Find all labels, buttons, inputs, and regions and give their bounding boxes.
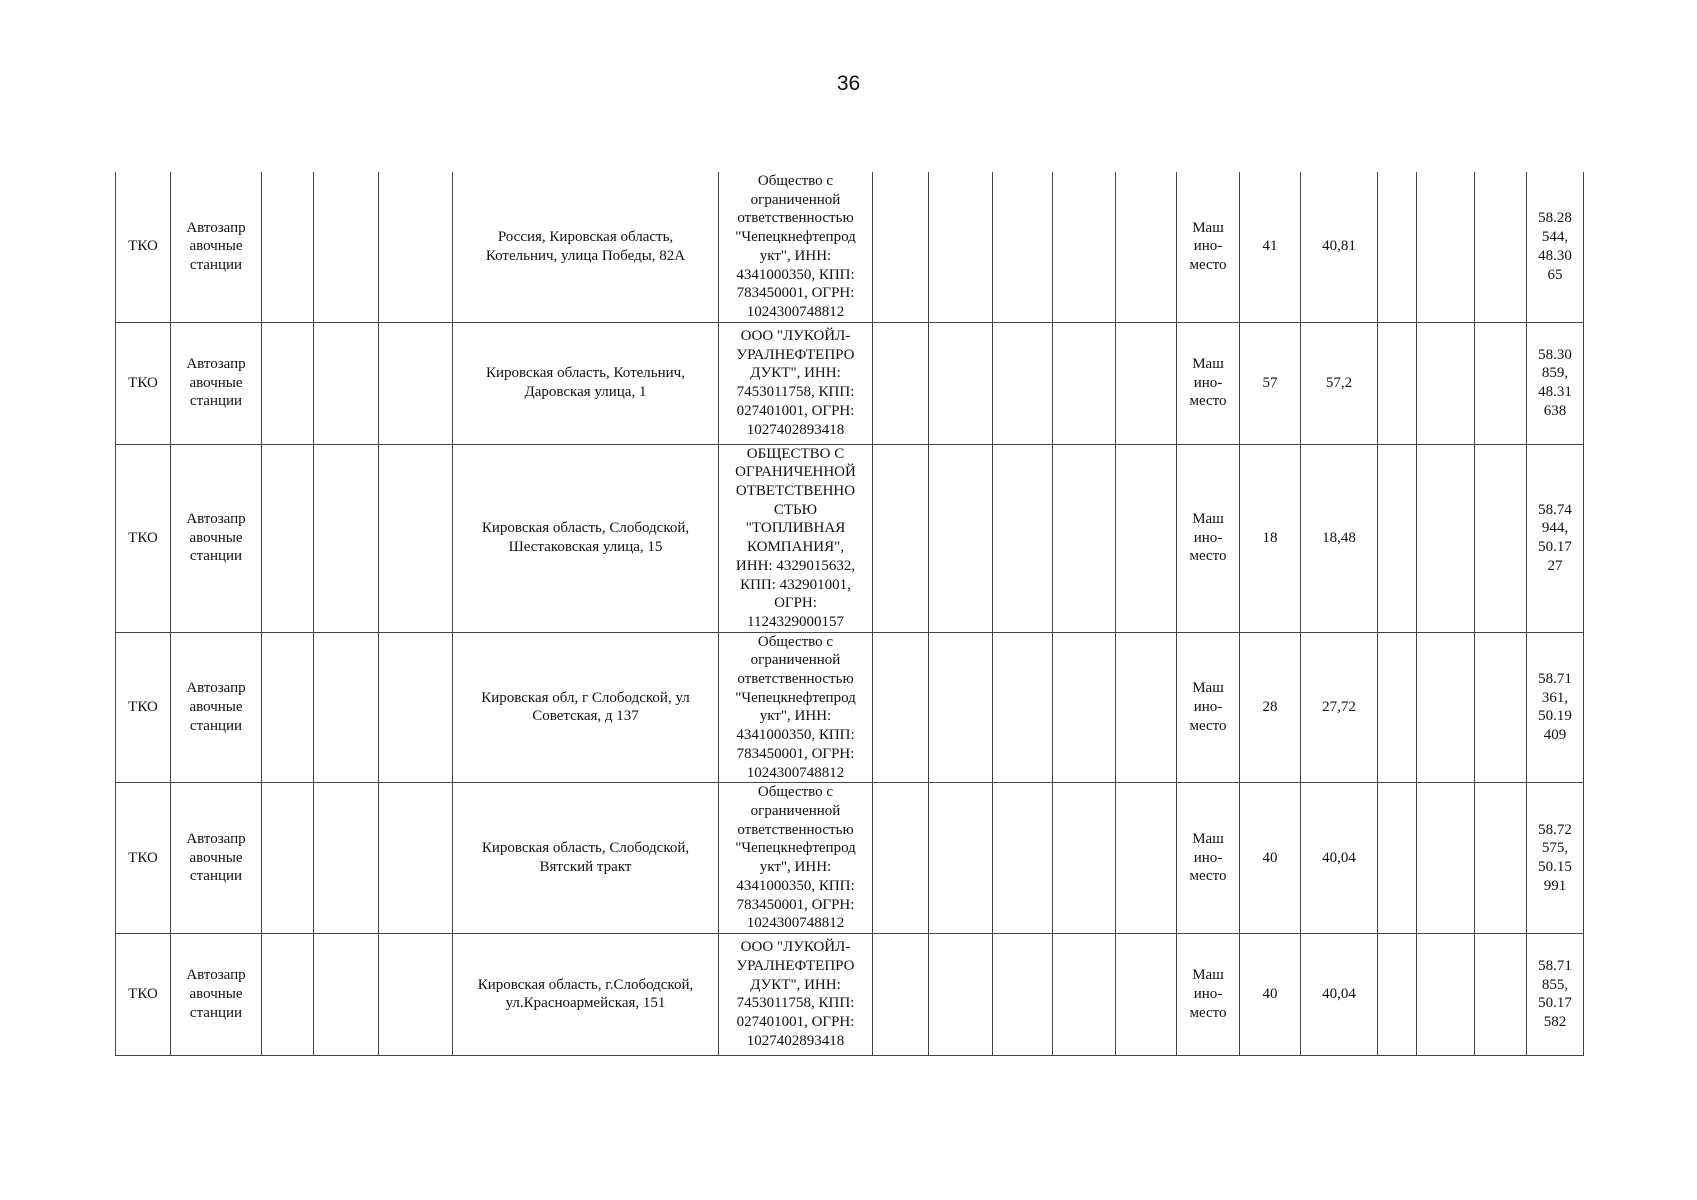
category-line: станции [189,868,243,885]
owner-cell [719,444,873,632]
owner-line: 1024300748812 [746,915,845,932]
empty-cell [993,172,1053,322]
coordinates-line: 361, [1541,689,1569,706]
owner-line: ОБЩЕСТВО С [746,445,845,462]
empty-cell [929,172,993,322]
coordinates-line: 50.17 [1538,539,1572,556]
owner-line: ограниченной [750,802,841,819]
category-line: Автозапр [186,219,246,236]
unit-line: ино- [1193,986,1223,1003]
coordinates-line: 58.30 [1538,346,1572,363]
category-line: авочные [189,849,243,866]
coordinates-cell [1527,632,1584,783]
empty-cell [1053,783,1116,934]
empty-cell [1378,933,1417,1055]
coordinates-line: 65 [1547,266,1563,283]
coordinates-line: 944, [1541,520,1569,537]
owner-line: 1024300748812 [746,303,845,320]
type-cell: ТКО [116,172,171,322]
empty-cell [993,933,1053,1055]
empty-cell [993,632,1053,783]
empty-cell [1116,933,1177,1055]
owner-line: ООО "ЛУКОЙЛ- [740,939,851,956]
empty-cell [262,172,314,322]
category-line: станции [189,393,243,410]
empty-cell [1378,444,1417,632]
owner-line: 783450001, ОГРН: [736,745,855,762]
table-row [116,444,1584,632]
table-row [116,632,1584,783]
coordinates-cell [1527,933,1584,1055]
unit-line: Маш [1192,511,1224,528]
empty-cell [929,322,993,444]
empty-cell [1417,322,1475,444]
category-cell [171,322,262,444]
category-line: Автозапр [186,967,246,984]
category-line: авочные [189,986,243,1003]
empty-cell [929,933,993,1055]
empty-cell [262,322,314,444]
empty-cell [379,632,453,783]
empty-cell [1053,632,1116,783]
coordinates-line: 58.72 [1538,821,1572,838]
empty-cell [1417,444,1475,632]
coordinates-cell [1527,783,1584,934]
unit-line: Маш [1192,967,1224,984]
coordinates-cell [1527,444,1584,632]
empty-cell [314,444,379,632]
unit-cell [1177,172,1240,322]
empty-cell [262,632,314,783]
empty-cell [1116,172,1177,322]
address-line: Кировская область, Слободской, [481,520,690,537]
coordinates-line: 50.17 [1538,995,1572,1012]
address-line: Даровская улица, 1 [524,384,647,401]
address-line: Кировская область, Котельнич, [486,365,685,382]
unit-line: Маш [1192,219,1224,236]
empty-cell [929,444,993,632]
owner-line: укт", ИНН: [759,859,832,876]
owner-line: ответственностью [737,671,854,688]
category-cell [171,172,262,322]
owner-line: СТЬЮ [773,501,818,518]
coordinates-line: 638 [1543,402,1567,419]
type-cell: ТКО [116,933,171,1055]
unit-cell [1177,444,1240,632]
empty-cell [1053,444,1116,632]
empty-cell [873,933,929,1055]
owner-line: "Чепецкнефтепрод [735,689,856,706]
empty-cell [1417,172,1475,322]
type-cell: ТКО [116,322,171,444]
quantity-cell: 40 [1240,933,1301,1055]
empty-cell [1475,444,1527,632]
empty-cell [873,444,929,632]
coordinates-cell [1527,322,1584,444]
empty-cell [379,322,453,444]
empty-cell [1116,783,1177,934]
table-row [116,322,1584,444]
area-cell: 57,2 [1301,322,1378,444]
address-cell [453,444,719,632]
empty-cell [1053,172,1116,322]
quantity-cell: 28 [1240,632,1301,783]
address-line: Россия, Кировская область, [497,229,674,246]
address-line: Шестаковская улица, 15 [508,539,663,556]
quantity-cell: 41 [1240,172,1301,322]
unit-cell [1177,783,1240,934]
owner-line: 783450001, ОГРН: [736,896,855,913]
address-cell [453,172,719,322]
coordinates-line: 859, [1541,365,1569,382]
unit-cell [1177,322,1240,444]
unit-line: место [1189,717,1227,734]
area-cell: 40,81 [1301,172,1378,322]
owner-line: 1027402893418 [746,1032,845,1049]
owner-line: 027401001, ОГРН: [736,1014,855,1031]
address-line: Вятский тракт [539,859,632,876]
empty-cell [314,172,379,322]
coordinates-line: 991 [1543,877,1567,894]
address-cell [453,783,719,934]
owner-line: КПП: 432901001, [740,576,851,593]
empty-cell [314,632,379,783]
coordinates-line: 48.31 [1538,384,1572,401]
owner-cell [719,632,873,783]
owner-line: 783450001, ОГРН: [736,285,855,302]
category-line: авочные [189,238,243,255]
category-line: Автозапр [186,831,246,848]
owner-line: ДУКТ", ИНН: [750,976,841,993]
empty-cell [1116,444,1177,632]
empty-cell [1378,783,1417,934]
address-line: Котельнич, улица Победы, 82А [485,247,686,264]
coordinates-line: 50.19 [1538,708,1572,725]
type-cell: ТКО [116,783,171,934]
empty-cell [262,783,314,934]
empty-cell [379,444,453,632]
empty-cell [379,783,453,934]
owner-line: 1124329000157 [747,613,844,630]
empty-cell [1378,632,1417,783]
empty-cell [929,632,993,783]
owner-cell [719,172,873,322]
owner-line: "Чепецкнефтепрод [735,840,856,857]
coordinates-line: 855, [1541,976,1569,993]
empty-cell [873,783,929,934]
address-line: Советская, д 137 [532,708,639,725]
area-cell: 18,48 [1301,444,1378,632]
owner-cell [719,783,873,934]
unit-line: Маш [1192,680,1224,697]
empty-cell [1417,632,1475,783]
table-row [116,172,1584,322]
category-line: Автозапр [186,356,246,373]
unit-line: место [1189,1004,1227,1021]
empty-cell [262,933,314,1055]
coordinates-line: 48.30 [1538,247,1572,264]
category-line: станции [189,717,243,734]
empty-cell [993,322,1053,444]
coordinates-line: 50.15 [1538,859,1572,876]
coordinates-line: 575, [1541,840,1569,857]
owner-line: ДУКТ", ИНН: [750,365,841,382]
empty-cell [379,172,453,322]
coordinates-cell [1527,172,1584,322]
empty-cell [314,783,379,934]
owner-cell [719,933,873,1055]
quantity-cell: 40 [1240,783,1301,934]
owner-line: "Чепецкнефтепрод [735,229,856,246]
owner-line: укт", ИНН: [759,247,832,264]
address-line: Кировская область, Слободской, [481,840,690,857]
category-cell [171,632,262,783]
address-cell [453,933,719,1055]
unit-line: ино- [1193,849,1223,866]
table-row [116,933,1584,1055]
owner-line: 4341000350, КПП: [736,266,855,283]
category-cell [171,444,262,632]
coordinates-line: 409 [1543,727,1567,744]
coordinates-line: 58.71 [1538,958,1572,974]
empty-cell [1053,322,1116,444]
unit-line: место [1189,257,1227,274]
empty-cell [314,933,379,1055]
owner-line: ответственностью [737,210,854,227]
empty-cell [873,172,929,322]
owner-line: 7453011758, КПП: [736,995,855,1012]
coordinates-line: 58.28 [1538,210,1572,227]
empty-cell [314,322,379,444]
owner-line: 4341000350, КПП: [736,727,855,744]
unit-line: ино- [1193,238,1223,255]
category-line: Автозапр [186,680,246,697]
empty-cell [379,933,453,1055]
area-cell: 40,04 [1301,933,1378,1055]
type-cell: ТКО [116,444,171,632]
owner-line: 1027402893418 [746,421,845,438]
coordinates-line: 544, [1541,229,1569,246]
empty-cell [1475,632,1527,783]
empty-cell [1475,172,1527,322]
empty-cell [1378,322,1417,444]
empty-cell [993,783,1053,934]
empty-cell [1417,783,1475,934]
empty-cell [262,444,314,632]
owner-line: укт", ИНН: [759,708,832,725]
owner-line: КОМПАНИЯ", [746,539,844,556]
quantity-cell: 57 [1240,322,1301,444]
coordinates-line: 58.74 [1538,501,1572,518]
owner-line: ИНН: 4329015632, [735,557,856,574]
owner-line: ОГРАНИЧЕННОЙ [735,464,856,481]
owner-cell [719,322,873,444]
empty-cell [873,632,929,783]
table-row [116,783,1584,934]
owner-line: "ТОПЛИВНАЯ [745,520,846,537]
unit-line: место [1189,548,1227,565]
owner-line: 027401001, ОГРН: [736,402,855,419]
coordinates-line: 27 [1547,557,1563,574]
owner-line: Общество с [757,784,834,801]
category-line: авочные [189,374,243,391]
category-cell [171,783,262,934]
empty-cell [1378,172,1417,322]
unit-cell [1177,632,1240,783]
owner-line: Общество с [757,173,834,189]
category-line: станции [189,257,243,274]
empty-cell [873,322,929,444]
unit-cell [1177,933,1240,1055]
owner-line: Общество с [757,633,834,650]
empty-cell [1475,322,1527,444]
empty-cell [1116,632,1177,783]
quantity-cell: 18 [1240,444,1301,632]
unit-line: Маш [1192,356,1224,373]
owner-line: ограниченной [750,191,841,208]
owner-line: УРАЛНЕФТЕПРО [736,958,855,974]
empty-cell [1475,933,1527,1055]
category-line: станции [189,1004,243,1021]
owner-line: 4341000350, КПП: [736,877,855,894]
unit-line: ино- [1193,699,1223,716]
owner-line: ОГРН: [774,595,817,612]
area-cell: 40,04 [1301,783,1378,934]
address-line: Кировская область, г.Слободской, [477,976,694,993]
unit-line: ино- [1193,529,1223,546]
empty-cell [1417,933,1475,1055]
area-cell: 27,72 [1301,632,1378,783]
owner-line: 1024300748812 [746,764,845,781]
empty-cell [929,783,993,934]
unit-line: Маш [1192,831,1224,848]
coordinates-line: 58.71 [1538,671,1572,688]
owner-line: ответственностью [737,821,854,838]
address-cell [453,632,719,783]
owner-line: ООО "ЛУКОЙЛ- [740,328,851,345]
empty-cell [1475,783,1527,934]
category-line: авочные [189,529,243,546]
empty-cell [1053,933,1116,1055]
empty-cell [993,444,1053,632]
owner-line: 7453011758, КПП: [736,384,855,401]
address-line: ул.Красноармейская, 151 [505,995,666,1012]
category-cell [171,933,262,1055]
owner-line: ограниченной [750,652,841,669]
address-cell [453,322,719,444]
type-cell: ТКО [116,632,171,783]
registry-table [115,172,1584,1056]
unit-line: место [1189,393,1227,410]
owner-line: УРАЛНЕФТЕПРО [736,346,855,363]
unit-line: ино- [1193,374,1223,391]
address-line: Кировская обл, г Слободской, ул [481,689,690,706]
unit-line: место [1189,868,1227,885]
page-number: 36 [836,72,861,95]
empty-cell [1116,322,1177,444]
owner-line: ОТВЕТСТВЕННО [735,483,856,500]
category-line: станции [189,548,243,565]
category-line: Автозапр [186,511,246,528]
coordinates-line: 582 [1543,1014,1567,1031]
category-line: авочные [189,699,243,716]
